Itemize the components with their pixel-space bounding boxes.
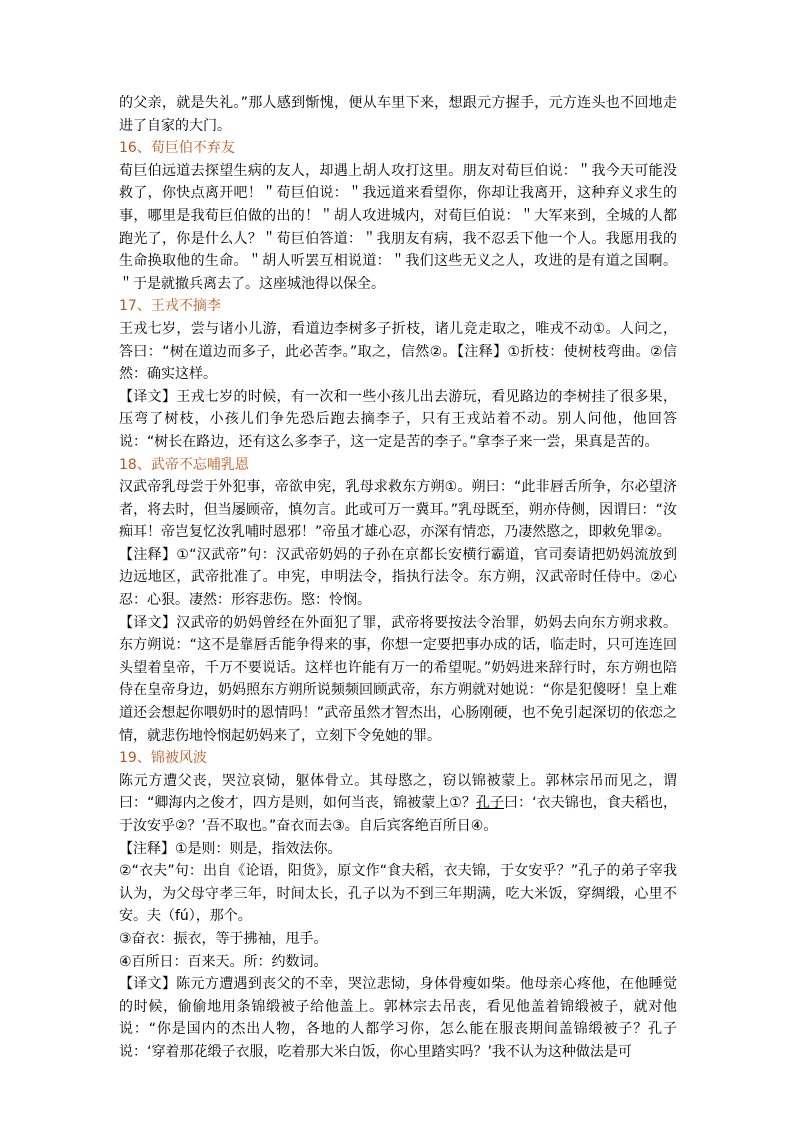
section-19-text-b: 曰：‘衣夫锦也，食夫稻也，于汝安乎②？’吾不取也。”奋衣而去③。自后宾客绝百所日④。 [119,795,678,834]
section-17-text: 王戎七岁，尝与诸小儿游，看道边李树多子折枝，诸儿竞走取之，唯戎不动①。人问之，答曰：“树在道边而多子，此必苦李。”取之，信然②。【注释】①折枝：使树枝弯曲。②信然：确实这样。 [119,320,677,383]
underlined-confucius: 孔子 [475,795,505,812]
section-19-text-a: 陈元方遭父丧，哭泣哀恸，躯体骨立。其母愍之，窃以锦被蒙上。郭林宗吊而见之，谓曰：“卿海内之俊才，四方是则，如何当丧，锦被蒙上①？ [119,772,677,812]
section-18-notes: 【注释】①“汉武帝”句：汉武帝奶妈的子孙在京都长安横行霸道，官司奏请把奶妈流放到边远地区，武帝批准了。申宪，申明法令，指执行法令。东方朔，汉武帝时任侍中。②心忍：心狠。凄然：形容悲伤。愍：怜悯。 [119,546,677,609]
section-19-text [119,770,677,838]
section-19-note-2: ②“衣夫”句：出自《论语，阳货》，原文作“食夫稻，衣夫锦，于女安乎？”孔子的弟子宰我认为，为父母守孝三年，时间太长，孔子以为不到三年期满，吃大米饭，穿绸缎，心里不安。夫（fú），那个。 [119,863,677,925]
section-17-title: 17、王戎不摘李 [119,298,221,315]
section-17-translation: 【译文】王戎七岁的时候，有一次和一些小孩儿出去游玩，看见路边的李树挂了很多果，压弯了树枝，小孩儿们争先恐后跑去摘李子，只有王戎站着不动。别人问他，他回答说：“树长在路边，还有这么多李子，这一定是苦的李子。”拿李子来一尝，果真是苦的。 [119,388,677,450]
section-19-note-1: 【注释】①是则：则是，指效法你。 [119,840,342,857]
section-19-translation: 【译文】陈元方遭遇到丧父的不幸，哭泣悲恸，身体骨瘦如柴。他母亲心疼他，在他睡觉的时候，偷偷地用条锦缎被子给他盖上。郭林宗去吊丧，看见他盖着锦缎被子，就对他说：“你是国内的杰出人物，各地的人都学习你，怎么能在服丧期间盖锦缎被子？孔子说：‘穿着那花缎子衣服，吃着那大米白饭，你心里踏实吗？’我不认为这种做法是可 [119,976,677,1060]
section-15-tail: 的父亲，就是失礼。”那人感到惭愧，便从车里下来，想跟元方握手，元方连头也不回地走进了自家的大门。 [119,95,677,134]
section-18-text: 汉武帝乳母尝于外犯事，帝欲申宪，乳母求救东方朔①。朔曰：“此非唇舌所争，尔必望济者，将去时，但当屡顾帝，慎勿言。此或可万一冀耳。”乳母既至，朔亦侍侧，因谓曰：“汝痴耳！帝岂复忆汝乳哺时恩邪！”帝虽才雄心忍，亦深有情恋，乃凄然愍之，即敕免罪②。 [119,479,677,541]
document-page [119,92,677,1064]
section-18-title: 18、武帝不忘哺乳恩 [119,456,249,473]
section-16-body: 荀巨伯远道去探望生病的友人，却遇上胡人攻打这里。朋友对荀巨伯说：＂我今天可能没救了，你快点离开吧！＂荀巨伯说：＂我远道来看望你，你却让我离开，这种弃义求生的事，哪里是我荀巨伯做的出的！＂胡人攻进城内，对荀巨伯说：＂大军来到，全城的人都跑光了，你是什么人？＂荀巨伯答道：＂我朋友有病，我不忍丢下他一个人。我愿用我的生命换取他的生命。＂胡人听罢互相说道：＂我们这些无义之人，攻进的是有道之国啊。＂于是就撤兵离去了。这座城池得以保全。 [119,162,677,292]
section-19-title: 19、锦被风波 [119,750,207,767]
section-16-title: 16、荀巨伯不弃友 [119,140,235,157]
section-19-note-3: ③奋衣：振衣，等于拂袖，甩手。 [119,930,328,947]
section-19-note-4: ④百所日：百来天。所：约数词。 [119,953,328,970]
section-18-translation: 【译文】汉武帝的奶妈曾经在外面犯了罪，武帝将要按法令治罪，奶妈去向东方朔求救。东方朔说：“这不是靠唇舌能争得来的事，你想一定要把事办成的话，临走时，只可连连回头望着皇帝，千万不要说话。这样也许能有万一的希望呢。”奶妈进来辞行时，东方朔也陪侍在皇帝身边，奶妈照东方朔所说频频回顾武帝，东方朔就对她说：“你是犯傻呀！皇上难道还会想起你喂奶时的恩情吗！”武帝虽然才智杰出，心肠刚硬，也不免引起深切的依恋之情，就悲伤地怜悯起奶妈来了，立刻下令免她的罪。 [119,614,677,744]
